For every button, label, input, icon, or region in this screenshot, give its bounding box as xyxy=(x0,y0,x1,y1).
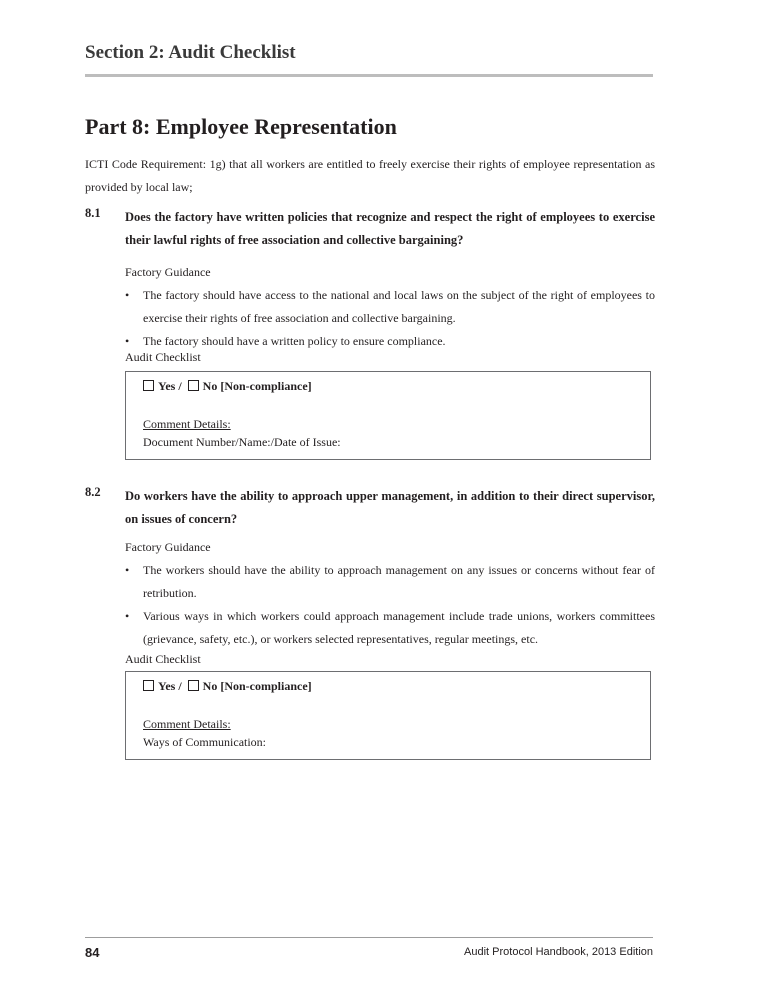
yes-label: Yes / xyxy=(158,679,182,693)
item-number: 8.2 xyxy=(85,485,101,499)
detail-label: Ways of Communication: xyxy=(143,735,267,749)
page-number: 84 xyxy=(85,945,100,960)
no-checkbox[interactable] xyxy=(188,680,199,691)
comment-details-label: Comment Details: xyxy=(143,717,231,731)
section-title: Section 2: Audit Checklist xyxy=(85,42,296,63)
audit-checklist-box-8-1 xyxy=(125,371,651,460)
guidance-heading: Factory Guidance xyxy=(125,540,211,554)
yes-no-row xyxy=(143,377,312,395)
footer-divider xyxy=(85,937,653,938)
bullet-icon: • xyxy=(125,334,130,348)
bullet-text: The workers should have the ability to approach management on any issues or concerns without fear of retribution. xyxy=(143,563,655,600)
no-label: No [Non-compliance] xyxy=(202,379,312,393)
item-question: Do workers have the ability to approach upper management, in addition to their direct supervisor, on issues of concern? xyxy=(125,489,655,526)
publication-title: Audit Protocol Handbook, 2013 Edition xyxy=(464,946,653,958)
item-number: 8.1 xyxy=(85,206,101,220)
factory-guidance-8-2 xyxy=(125,536,655,651)
bullet-text: Various ways in which workers could approach management include trade unions, workers committees (grievance, safety, etc.), or workers selected representatives, regular meetings, etc. xyxy=(143,609,655,646)
section-divider xyxy=(85,74,653,77)
guidance-bullet xyxy=(125,605,655,651)
audit-checklist-box-8-2 xyxy=(125,671,651,760)
audit-checklist-heading: Audit Checklist xyxy=(125,652,201,666)
no-label: No [Non-compliance] xyxy=(202,679,312,693)
guidance-bullet xyxy=(125,284,655,330)
yes-label: Yes / xyxy=(158,379,182,393)
part-title: Part 8: Employee Representation xyxy=(85,114,397,139)
bullet-icon: • xyxy=(125,609,130,623)
detail-label: Document Number/Name:/Date of Issue: xyxy=(143,435,341,449)
comment-details-label: Comment Details: xyxy=(143,417,231,431)
bullet-icon: • xyxy=(125,288,130,302)
yes-no-row xyxy=(143,677,312,695)
yes-checkbox[interactable] xyxy=(143,680,154,691)
item-question: Does the factory have written policies that recognize and respect the right of employees to exercise their lawful rights of free association and collective bargaining? xyxy=(125,210,655,247)
guidance-bullet xyxy=(125,559,655,605)
code-requirement: ICTI Code Requirement: 1g) that all workers are entitled to freely exercise their rights of employee representation as provided by local law; xyxy=(85,157,655,194)
bullet-icon: • xyxy=(125,563,130,577)
bullet-text: The factory should have a written policy to ensure compliance. xyxy=(143,334,446,348)
no-checkbox[interactable] xyxy=(188,380,199,391)
yes-checkbox[interactable] xyxy=(143,380,154,391)
guidance-heading: Factory Guidance xyxy=(125,265,211,279)
factory-guidance-8-1 xyxy=(125,261,655,353)
bullet-text: The factory should have access to the national and local laws on the subject of the right of employees to exercise their rights of free association and collective bargaining. xyxy=(143,288,655,325)
audit-checklist-heading: Audit Checklist xyxy=(125,350,201,364)
